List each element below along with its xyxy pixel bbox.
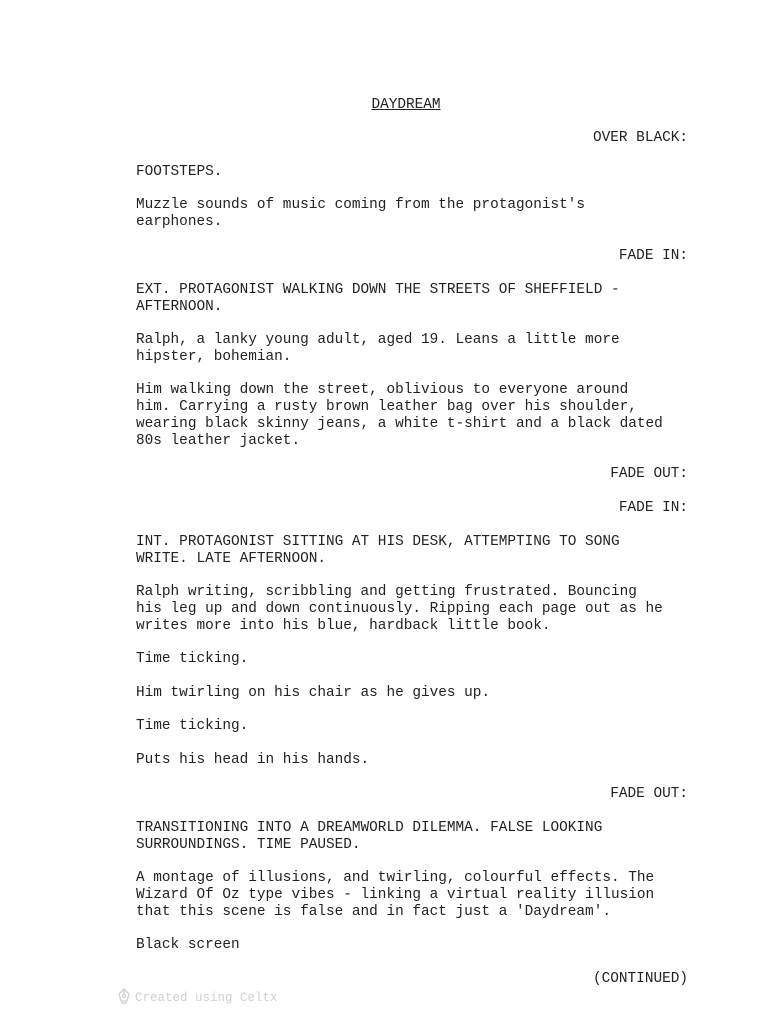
- action-ralph-description: Ralph, a lanky young adult, aged 19. Leans a little more hipster, bohemian.: [136, 332, 620, 365]
- footer-text: Created using Celtx: [135, 991, 278, 1005]
- transition-over-black: OVER BLACK:: [593, 130, 688, 146]
- transition-fade-out-1: FADE OUT:: [610, 466, 688, 482]
- transition-fade-out-2: FADE OUT:: [610, 786, 688, 802]
- continued-marker: (CONTINUED): [593, 971, 688, 987]
- action-montage: A montage of illusions, and twirling, colourful effects. The Wizard Of Oz type vibes - linking a virtual reality illusion that this scene is false and in fact just a 'Daydream'.: [136, 870, 655, 920]
- action-twirling: Him twirling on his chair as he gives up.: [136, 685, 491, 701]
- action-head-in-hands: Puts his head in his hands.: [136, 752, 370, 768]
- scene-heading-1: EXT. PROTAGONIST WALKING DOWN THE STREETS OF SHEFFIELD - AFTERNOON.: [136, 282, 620, 315]
- action-time-ticking-1: Time ticking.: [136, 651, 249, 667]
- action-ralph-writing: Ralph writing, scribbling and getting frustrated. Bouncing his leg up and down continuously. Ripping each page out as he writes more into his blue, hardback little book.: [136, 584, 663, 634]
- action-dreamworld-transition: TRANSITIONING INTO A DREAMWORLD DILEMMA. FALSE LOOKING SURROUNDINGS. TIME PAUSED.: [136, 820, 603, 853]
- celtx-pen-icon: [117, 988, 131, 1008]
- scene-heading-2: INT. PROTAGONIST SITTING AT HIS DESK, ATTEMPTING TO SONG WRITE. LATE AFTERNOON.: [136, 534, 620, 567]
- script-title: DAYDREAM: [371, 97, 441, 113]
- action-black-screen: Black screen: [136, 937, 240, 953]
- action-him-walking: Him walking down the street, oblivious to everyone around him. Carrying a rusty brown leather bag over his shoulder, wearing black skinny jeans, a white t-shirt and a black dated 80s leather jacket.: [136, 382, 663, 449]
- action-time-ticking-2: Time ticking.: [136, 718, 249, 734]
- celtx-footer: [117, 988, 278, 1008]
- transition-fade-in-1: FADE IN:: [618, 248, 688, 264]
- action-muzzle-sounds: Muzzle sounds of music coming from the protagonist's earphones.: [136, 197, 586, 230]
- action-footsteps: FOOTSTEPS.: [136, 164, 223, 180]
- transition-fade-in-2: FADE IN:: [618, 500, 688, 516]
